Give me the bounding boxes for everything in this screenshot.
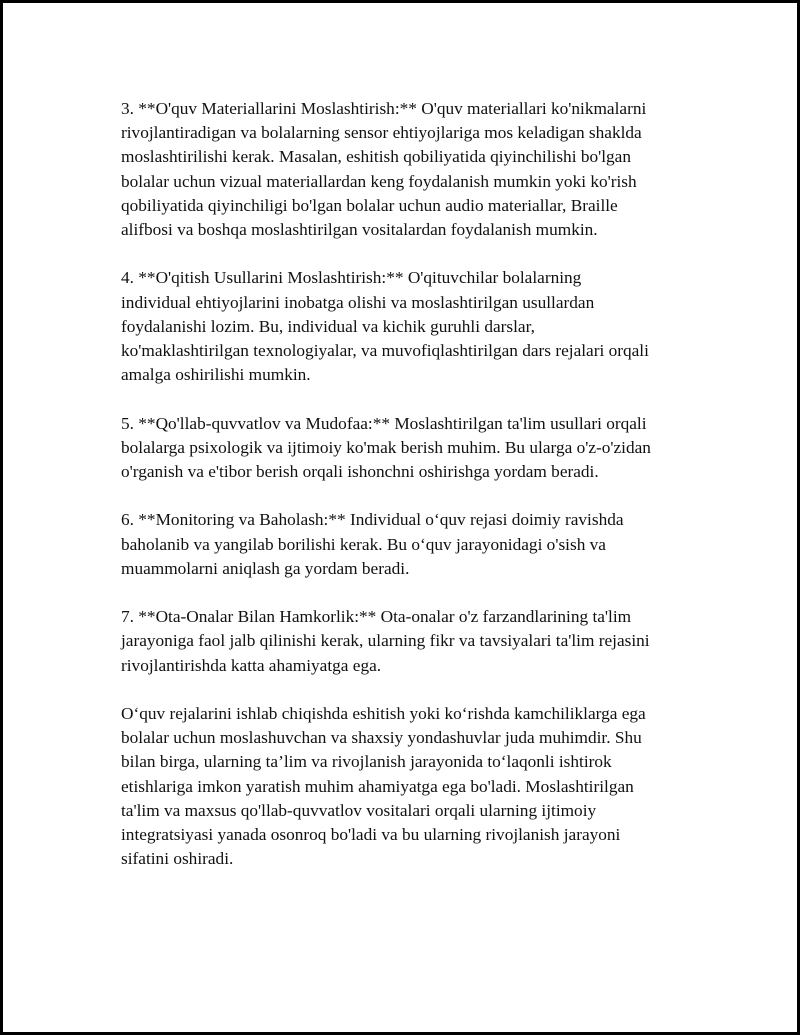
paragraph-conclusion: O‘quv rejalarini ishlab chiqishda eshitish yoki ko‘rishda kamchiliklarga ega bolalar uchun moslashuvchan va shaxsiy yondashuvlar juda muhimdir. Shu bilan birga, ularning ta’lim va rivojlanish jarayonida to‘laqonli ishtirok etishlariga imkon yaratish muhim ahamiyatga ega bo'ladi. Moslashtirilgan ta'lim va maxsus qo'llab-quvvatlov vositalari orqali ularning ijtimoiy integratsiyasi yanada osonroq bo'ladi va bu ularning rivojlanish jarayoni sifatini oshiradi. xyxy=(121,704,646,869)
document-body xyxy=(121,97,701,896)
paragraph-materials-adaptation: 3. **O'quv Materiallarini Moslashtirish:** O'quv materiallari ko'nikmalarni rivojlantiradigan va bolalarning sensor ehtiyojlariga mos keladigan shaklda moslashtirilishi kerak. Masalan, eshitish qobiliyatida qiyinchilishi bo'lgan bolalar uchun vizual materiallardan keng foydalanish mumkin yoki ko'rish qobiliyatida qiyinchiligi bo'lgan bolalar uchun audio materiallar, Braille alifbosi va boshqa moslashtirilgan vositalardan foydalanish mumkin. xyxy=(121,99,647,240)
paragraph-support-protection: 5. **Qo'llab-quvvatlov va Mudofaa:** Moslashtirilgan ta'lim usullari orqali bolalarga psixologik va ijtimoiy ko'mak berish muhim. Bu ularga o'z-o'zidan o'rganish va e'tibor berish orqali ishonchni oshirishga yordam beradi. xyxy=(121,413,651,482)
paragraph-monitoring-evaluation: 6. **Monitoring va Baholash:** Individual o‘quv rejasi doimiy ravishda baholanib va yangilab borilishi kerak. Bu o‘quv jarayonidagi o'sish va muammolarni aniqlash ga yordam beradi. xyxy=(121,510,624,578)
paragraph-teaching-methods: 4. **O'qitish Usullarini Moslashtirish:** O'qituvchilar bolalarning individual ehtiyojlarini inobatga olishi va moslashtirilgan usullardan foydalanishi lozim. Bu, individual va kichik guruhli darslar, ko'maklashtirilgan texnologiyalar, va muvofiqlashtirilgan dars rejalari orqali amalga oshirilishi mumkin. xyxy=(121,268,649,385)
paragraph-parent-cooperation: 7. **Ota-Onalar Bilan Hamkorlik:** Ota-onalar o'z farzandlarining ta'lim jarayoniga faol jalb qilinishi kerak, ularning fikr va tavsiyalari ta'lim rejasini rivojlantirishda katta ahamiyatga ega. xyxy=(121,607,650,675)
